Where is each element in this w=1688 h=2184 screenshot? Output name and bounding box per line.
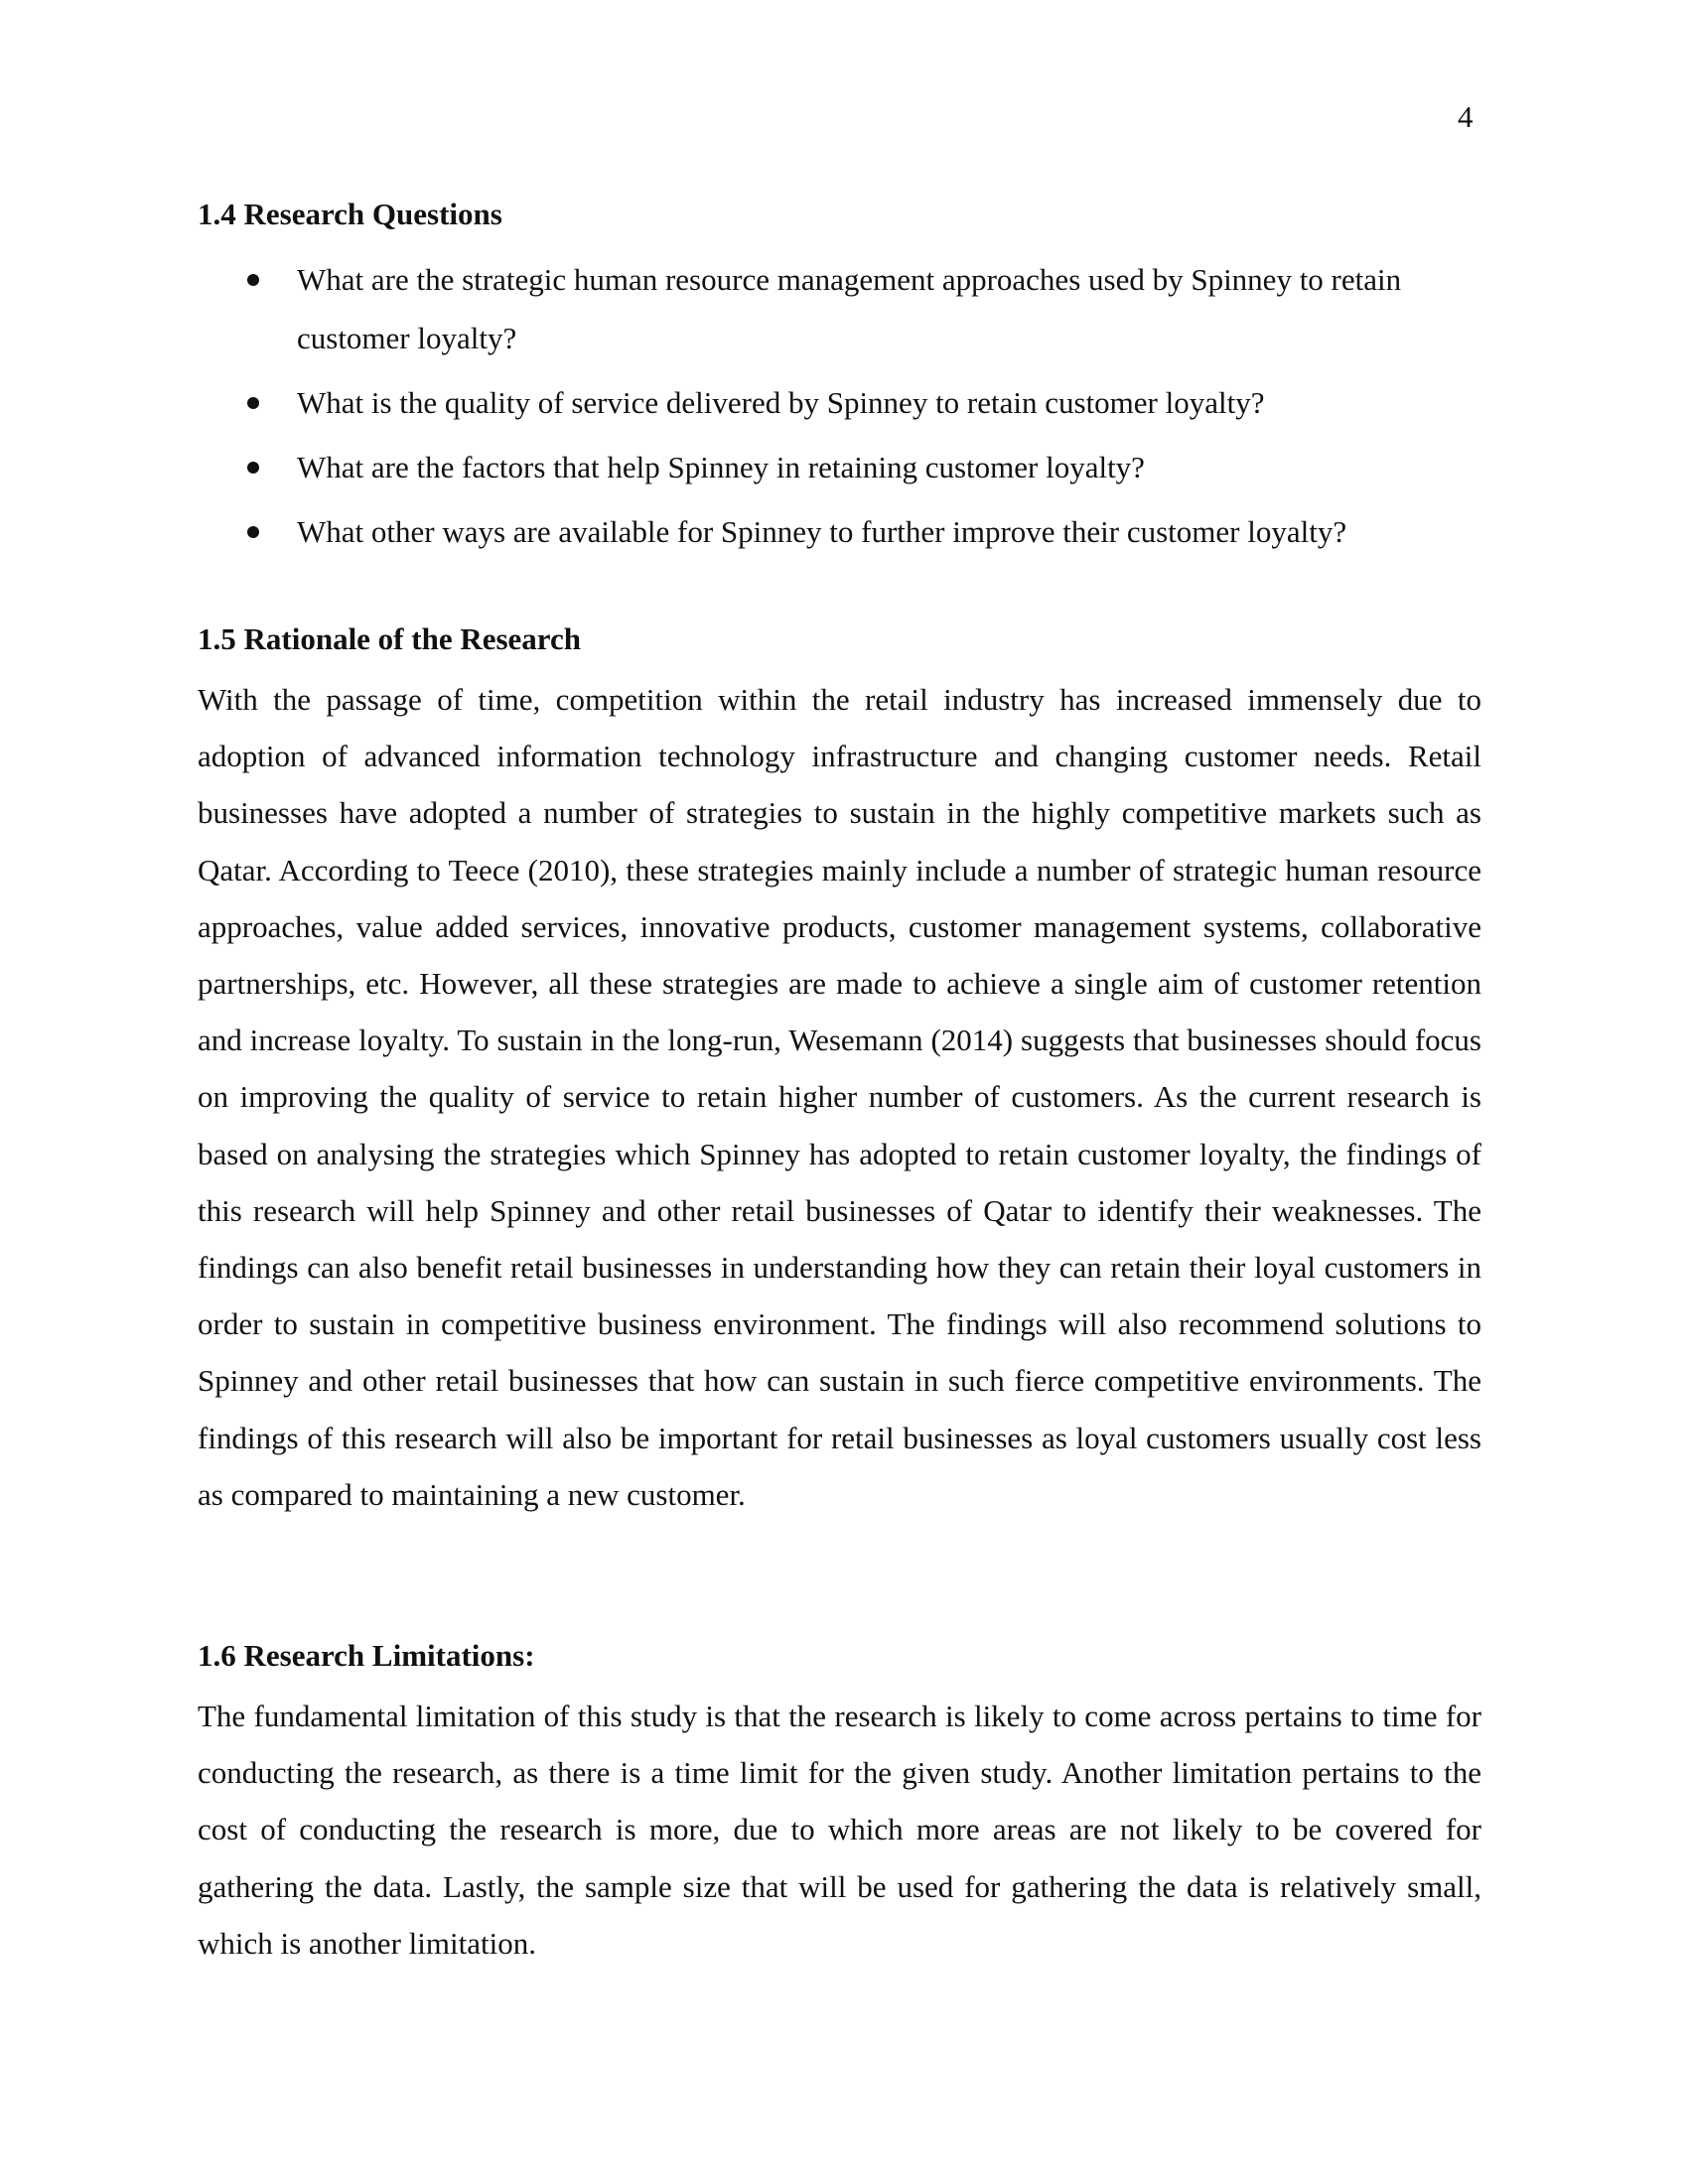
bullet-icon xyxy=(247,526,259,538)
bullet-text: What other ways are available for Spinney to further improve their customer loyalty? xyxy=(297,514,1347,549)
section-heading-rationale: 1.5 Rationale of the Research xyxy=(198,621,582,656)
bullet-icon xyxy=(247,397,259,409)
bullet-text: What are the factors that help Spinney in retaining customer loyalty? xyxy=(297,450,1145,484)
limitations-paragraph: The fundamental limitation of this study is that the research is likely to come across pertains to time for conducting the research, as there is a time limit for the given study. Another limitation pertains to the cost of conducting the research is more, due to which more areas are not likely to be covered for gathering the data. Lastly, the sample size that will be used for gathering the data is relatively small, which is another limitation. xyxy=(198,1699,1481,1961)
list-item xyxy=(198,502,1481,561)
list-item xyxy=(198,373,1481,432)
bullet-text: What are the strategic human resource management approaches used by Spinney to retain customer loyalty? xyxy=(297,262,1402,355)
bullet-text: What is the quality of service delivered by Spinney to retain customer loyalty? xyxy=(297,385,1265,420)
research-questions-list xyxy=(198,250,1481,567)
section-heading-research-questions: 1.4 Research Questions xyxy=(198,197,502,231)
list-item xyxy=(198,438,1481,496)
rationale-paragraph: With the passage of time, competition within the retail industry has increased immensely due to adoption of advanced information technology infrastructure and changing customer needs. Retail businesses have adopted a number of strategies to sustain in the highly competitive markets such as Qatar. According to Teece (2010), these strategies mainly include a number of strategic human resource approaches, value added services, innovative products, customer management systems, collaborative partnerships, etc. However, all these strategies are made to achieve a single aim of customer retention and increase loyalty. To sustain in the long-run, Wesemann (2014) suggests that businesses should focus on improving the quality of service to retain higher number of customers. As the current research is based on analysing the strategies which Spinney has adopted to retain customer loyalty, the findings of this research will help Spinney and other retail businesses of Qatar to identify their weaknesses. The findings can also benefit retail businesses in understanding how they can retain their loyal customers in order to sustain in competitive business environment. The findings will also recommend solutions to Spinney and other retail businesses that how can sustain in such fierce competitive environments. The findings of this research will also be important for retail businesses as loyal customers usually cost less as compared to maintaining a new customer. xyxy=(198,682,1481,1512)
page-number: 4 xyxy=(1458,99,1474,134)
section-heading-limitations: 1.6 Research Limitations: xyxy=(198,1638,535,1673)
bullet-icon xyxy=(247,274,259,286)
list-item xyxy=(198,250,1481,367)
bullet-icon xyxy=(247,462,259,474)
